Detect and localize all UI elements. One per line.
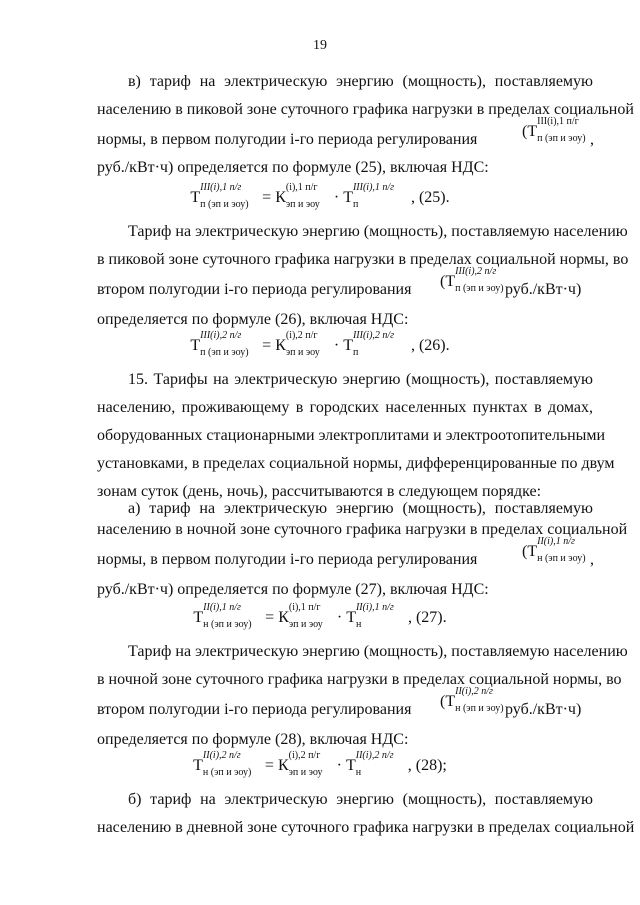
text-line: определяется по формуле (26), включая НДС:	[97, 311, 409, 328]
text-line: населению в дневной зоне суточного графика нагрузки в пределах социальной	[97, 819, 635, 836]
formula-27: Т II(i),1 п/г н (эп и эоу) = К (i),1 п/г эп и эоу · Т II(i),1 п/г н , (27).	[193, 602, 447, 630]
text-line: установками, в пределах социальной нормы, дифференцированные по двум	[97, 455, 615, 472]
formula-28: Т II(i),2 п/г н (эп и эоу) = К (i),2 п/г эп и эоу · Т II(i),2 п/г н , (28);	[193, 750, 447, 778]
text-line: Тариф на электрическую энергию (мощность), поставляемую населению	[128, 223, 628, 240]
text-line: в ночной зоне суточного графика нагрузки в пределах социальной нормы, во	[97, 671, 622, 688]
text-line: населению, проживающему в городских населенных пунктах в домах,	[97, 399, 593, 416]
text-line: руб./кВт·ч) определяется по формуле (25), включая НДС:	[97, 159, 489, 176]
text-line: нормы, в первом полугодии i-го периода регулирования	[97, 131, 478, 148]
text-line: оборудованных стационарными электроплитами и электроотопительными	[97, 427, 606, 444]
text-line: втором полугодии i-го периода регулирования	[97, 701, 412, 718]
text-line: населению в пиковой зоне суточного графика нагрузки в пределах социальной	[97, 101, 634, 118]
text-line: определяется по формуле (28), включая НДС:	[97, 731, 409, 748]
document-page: 19 в) тариф на электрическую энергию (мощность), поставляемую населению в пиковой зоне суточного графика нагрузки в пределах социальной нормы, в первом полугодии i-го периода регулирования (Т III(i),1 п/г п (эп и эоу) , руб./кВт·ч) определяется по формуле (25), включая НДС: Т III(i),1 п/г п (эп и эоу) = К (i),1 п/г эп и эоу · Т III(i),1 п/г п , (25). Тариф на электрическую энергию (мощность), поставляемую населению в пиковой зоне суточного графика нагрузки в пределах социальной нормы, во втором полугодии i-го периода регулирования (Т III(i),2 п/г п (эп и эоу) руб./кВт·ч) определяется по формуле (26), включая НДС: Т III(i),2 п/г п (эп и эоу) = К (i),2 п/г эп и эоу · Т III(i),2 п/г п , (26). 15. Тарифы на электрическую энергию (мощность), поставляемую населению, проживающему в городских населенных пунктах в домах, оборудованных стационарными электроплитами и электроотопительными установками, в пределах социальной нормы, дифференцированные по двум зонам суток (день, ночь), рассчитываются в следующем порядке: а) тариф на электрическую энергию (мощность), поставляемую населению в ночной зоне суточного графика нагрузки в пределах социальной нормы, в первом полугодии i-го периода регулирования (Т II(i),1 п/г н (эп и эоу) , руб./кВт·ч) определяется по формуле (27), включая НДС: Т II(i),1 п/г н (эп и эоу) = К (i),1 п/г эп и эоу · Т II(i),1 п/г н , (27). Тариф на электрическую энергию (мощность), поставляемую населению в ночной зоне суточного графика нагрузки в пределах социальной нормы, во втором полугодии i-го периода регулирования (Т II(i),2 п/г н (эп и эоу) руб./кВт·ч) определяется по формуле (28), включая НДС: Т II(i),2 п/г н (эп и эоу) = К (i),2 п/г эп и эоу · Т II(i),2 п/г н , (28); б) тариф на электрическую энергию (мощность), поставляемую населению в дневной зоне суточного графика нагрузки в пределах социальной	[0, 0, 640, 905]
text-line: нормы, в первом полугодии i-го периода регулирования	[97, 551, 478, 568]
text-line: руб./кВт·ч) определяется по формуле (27), включая НДС:	[97, 581, 489, 598]
text-line: Тариф на электрическую энергию (мощность), поставляемую населению	[128, 643, 628, 660]
inline-formula: (Т II(i),1 п/г н (эп и эоу)	[522, 536, 586, 564]
inline-formula: (Т III(i),1 п/г п (эп и эоу)	[522, 116, 586, 144]
text-line: в) тариф на электрическую энергию (мощность), поставляемую	[128, 73, 593, 90]
inline-formula: (Т III(i),2 п/г п (эп и эоу)	[440, 266, 504, 294]
text-line: 15. Тарифы на электрическую энергию (мощность), поставляемую	[128, 371, 593, 388]
text-line: а) тариф на электрическую энергию (мощность), поставляемую	[128, 500, 593, 517]
page-number: 19	[313, 38, 327, 53]
formula-25: Т III(i),1 п/г п (эп и эоу) = К (i),1 п/г эп и эоу · Т III(i),1 п/г п , (25).	[190, 182, 450, 210]
text-line: б) тариф на электрическую энергию (мощность), поставляемую	[128, 791, 593, 808]
formula-26: Т III(i),2 п/г п (эп и эоу) = К (i),2 п/г эп и эоу · Т III(i),2 п/г п , (26).	[190, 330, 450, 358]
text-line: втором полугодии i-го периода регулирования	[97, 281, 412, 298]
text-line: зонам суток (день, ночь), рассчитываются в следующем порядке:	[97, 483, 542, 500]
text-line: населению в ночной зоне суточного графика нагрузки в пределах социальной	[97, 521, 628, 538]
text-line: в пиковой зоне суточного графика нагрузки в пределах социальной нормы, во	[97, 251, 629, 268]
inline-formula: (Т II(i),2 п/г н (эп и эоу)	[440, 686, 504, 714]
